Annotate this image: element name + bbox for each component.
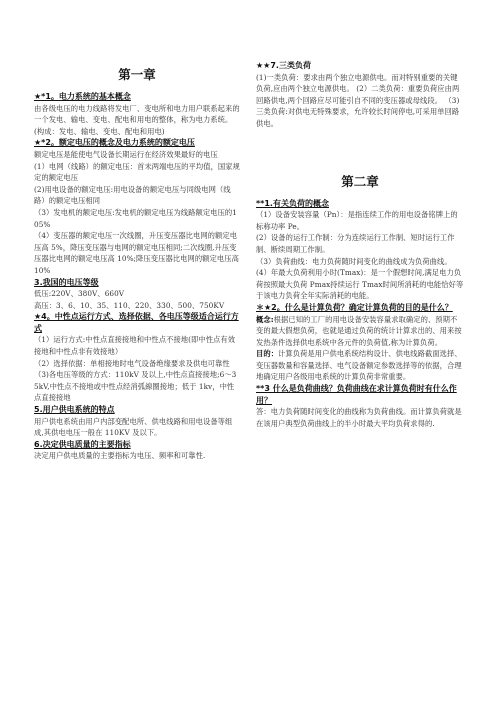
section-paragraph: 低压:220V、380V、660V	[34, 289, 125, 299]
section-rated-voltage	[34, 137, 240, 276]
section-heading: ★★7.三类负荷	[256, 61, 311, 70]
section-neutral-point	[34, 311, 240, 404]
section-body: (1)一类负荷：要求由两个独立电源供电。而对特别重要的关键负荷,应由两个独立电源供电。 (2）二类负荷：重要负荷应由两回路供电,两个回路应尽可能引自不同的变压器或母线段。 （3)三类负荷:对供电无特殊要求，允许较长时间停电,可采用单回路供电。	[256, 72, 460, 128]
section-paragraph: (1）电网（线路）的额定电压：首末两端电压的平均值，国家规定的额定电压	[34, 161, 240, 183]
section-load-classes	[256, 60, 464, 130]
section-heading: 5.用户供电系统的特点	[34, 405, 115, 415]
section-paragraph: (4）年最大负荷利用小时(Tmax)：是一个假想时间,满足电力负荷按照最大负荷 Pmax持续运行 Tmax时间所消耗的电能恰好等于该电力负荷全年实际消耗的电能。	[256, 268, 464, 301]
section-power-system-concept	[34, 91, 240, 137]
answer-label: 答：	[256, 407, 271, 417]
section-heading: ＊★2。什么是计算负荷？确定计算负荷的目的是什么？	[256, 302, 453, 312]
section-supply-quality	[34, 439, 240, 462]
section-heading: ★*1。电力系统的基本概念	[34, 92, 131, 101]
section-heading: 3.我国的电压等级	[34, 277, 99, 287]
section-load-concepts	[256, 198, 464, 302]
purpose-label: 目的：	[256, 349, 279, 359]
answer-paragraph	[256, 406, 464, 429]
section-body: 用户供电系统由用户内部变配电所、供电线路和用电设备等组成,其供电电压一般在 110KV 及以下。	[34, 416, 233, 438]
section-paragraph: （2）选择依据：单相接地时电气设备绝缘要求及供电可靠性	[34, 358, 230, 368]
section-heading: ★*2。额定电压的概念及电力系统的额定电压	[34, 138, 195, 148]
section-paragraph: （1）设备安装容量（Pn）：是指连续工作的用电设备铭牌上的标称功率 Pe。	[256, 210, 458, 231]
chapter-1-title: 第一章	[118, 67, 156, 82]
section-calculated-load	[256, 302, 464, 383]
section-heading: ★4。中性点运行方式、选择依据、各电压等级适合运行方式	[34, 312, 239, 333]
section-paragraph: （3)各电压等级的方式：110kV 及以上,中性点直接接地;6～35kV,中性点不接地或中性点经消弧線圈接地；低于 1kv，中性点直接接地	[34, 370, 237, 403]
purpose-text: 计算负荷是用户供电系统结构设计、供电线路截面选择、变压器数量和容量选择、电气设备额定参数选择等的依据，合理地确定用户各级用电系统的计算负荷非常重要。	[256, 349, 462, 382]
answer-text: 电力负荷随时间变化的曲线称为负荷曲线。而计算负荷就是在该用户典型负荷曲线上的半小时最大平均负荷求得的.	[256, 407, 462, 428]
section-paragraph: （4）变压器的额定电压一次线圈，升压变压器比电网的额定电压高 5%，降压变压器与电网的额定电压相同;二次线圈,升压变压器比电网的额定电压高 10%;降压变压器比电网的额定电压高 10%	[34, 231, 239, 275]
purpose-paragraph	[256, 348, 464, 383]
section-body: 由各级电压的电力线路将发电厂、变电所和电力用户联系起来的一个发电、输电、变电、配电和用电的整体，称为电力系统。(构成：发电、输电、变电、配电和用电)	[34, 103, 240, 136]
section-paragraph: 高压：3、6、10、35、110、220、330、500、750KV	[34, 300, 225, 310]
concept-text: 根据已知的工厂的用电设备安装容量求取确定的、预期不变的最大假想负荷，也就是通过负荷的统计计算求出的、用来按发热条件选择供电系统中各元件的负荷值,称为计算负荷。	[256, 314, 462, 347]
section-heading: 6.决定供电质量的主要指标	[34, 439, 131, 449]
right-column	[256, 0, 464, 429]
section-load-curve	[256, 383, 464, 429]
section-voltage-levels	[34, 277, 240, 312]
section-paragraph: （3）发电机的额定电压:发电机的额定电压为线路额定电压的105%	[34, 207, 237, 229]
section-paragraph: 额定电压是能使电气设备长期运行在经济效果最好的电压	[34, 149, 218, 159]
section-paragraph: (2)用电设备的额定电压:用电设备的额定电压与同级电网（线路）的额定电压相同	[34, 184, 231, 206]
section-paragraph: （1）运行方式:中性点直接接地和中性点不接地(即中性点有效接地和中性点非有效接地）	[34, 335, 236, 357]
chapter-2-title: 第二章	[341, 173, 379, 189]
section-paragraph: （3）负荷曲线：电力负荷随时间变化的曲线成为负荷曲线。	[256, 256, 452, 266]
section-heading: **1.有关负荷的概念	[256, 198, 329, 208]
section-paragraph: (2）设备的运行工作制：分为连续运行工作制、短时运行工作制、断续周期工作制。	[256, 233, 455, 254]
left-column	[34, 0, 240, 462]
concept-paragraph	[256, 314, 464, 349]
concept-label: 概念:	[256, 314, 274, 324]
section-user-supply-system	[34, 404, 240, 439]
section-body: 决定用户供电质量的主要指标为电压、频率和可靠性.	[34, 451, 206, 461]
section-heading: **3 什么是负荷曲线？负荷曲线在求计算负荷时有什么作用？	[256, 384, 457, 405]
